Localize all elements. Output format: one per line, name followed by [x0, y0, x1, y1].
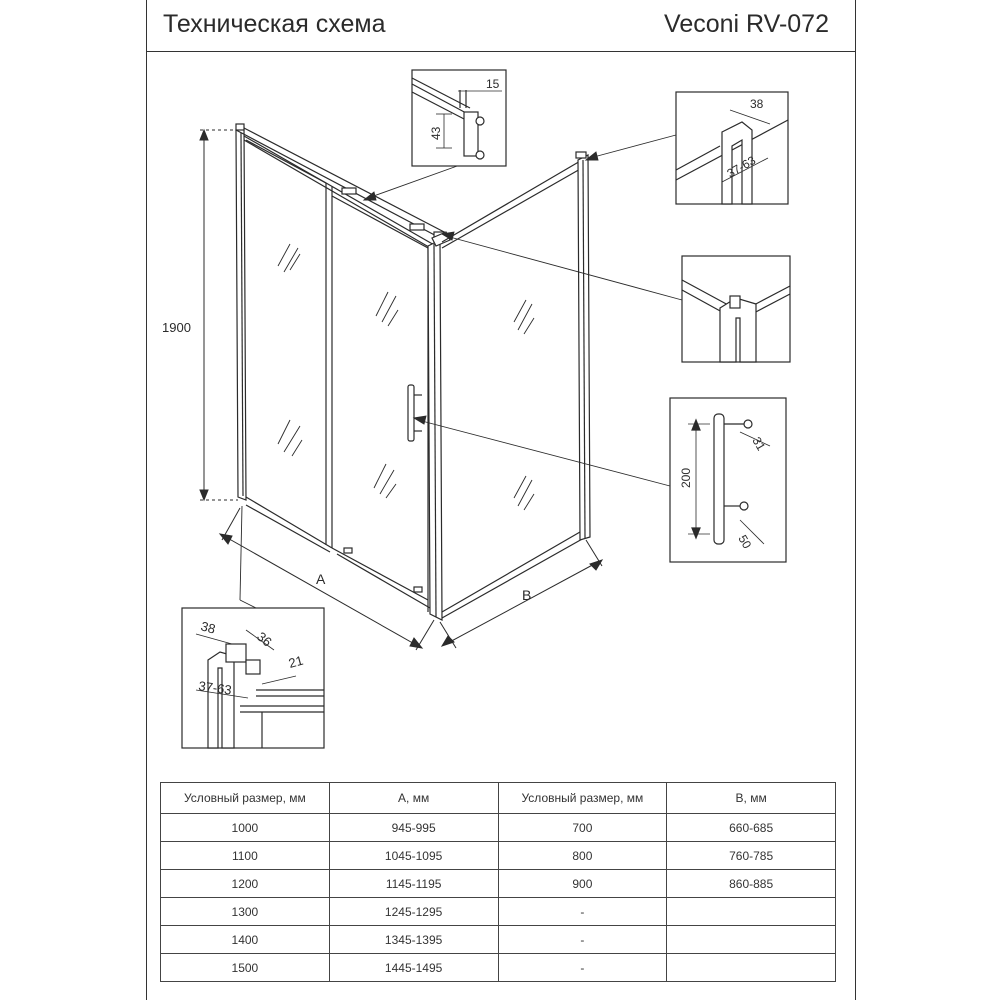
left-wall-profile [236, 128, 246, 500]
table-cell: 1045-1095 [329, 842, 498, 870]
table-row [161, 870, 836, 898]
bottom-profile-d1-label: 38 [199, 618, 218, 637]
top-rail-height-label: 43 [429, 126, 443, 140]
height-dimension-line [200, 130, 238, 500]
height-label: 1900 [162, 320, 191, 335]
page-title: Техническая схема [163, 10, 386, 38]
table-header: B, мм [667, 783, 836, 814]
bottom-profile-d3-label: 21 [286, 652, 305, 671]
width-b-dimension-line [440, 540, 602, 648]
side-a-label: A [316, 571, 326, 587]
table-row [161, 814, 836, 842]
handle-length-label: 200 [679, 467, 693, 488]
table-header: Условный размер, мм [498, 783, 667, 814]
table-row [161, 926, 836, 954]
table-cell [667, 926, 836, 954]
table-cell: - [498, 954, 667, 982]
size-table [160, 782, 836, 982]
top-rail-width-label: 15 [486, 77, 500, 91]
detail-wall-profile-top [676, 92, 788, 204]
fixed-door-panel [246, 140, 332, 552]
table-cell [667, 898, 836, 926]
table-cell: 1300 [161, 898, 330, 926]
table-cell: 1400 [161, 926, 330, 954]
table-cell: - [498, 898, 667, 926]
door-handle [408, 385, 422, 441]
wall-profile-range-label: 37-63 [724, 153, 759, 181]
table-header-row [161, 783, 836, 814]
table-row [161, 842, 836, 870]
corner-profile [428, 232, 450, 620]
table-cell: 945-995 [329, 814, 498, 842]
table-row [161, 898, 836, 926]
handle-offset-bottom-label: 50 [735, 532, 755, 552]
right-wall-profile [576, 152, 590, 540]
table-cell: 800 [498, 842, 667, 870]
sliding-door-panel [332, 188, 430, 612]
table-cell: 860-885 [667, 870, 836, 898]
table-header: A, мм [329, 783, 498, 814]
table-cell: 1345-1395 [329, 926, 498, 954]
table-cell: 1245-1295 [329, 898, 498, 926]
table-cell: 1000 [161, 814, 330, 842]
table-cell: 660-685 [667, 814, 836, 842]
table-cell: 760-785 [667, 842, 836, 870]
side-panel [442, 160, 584, 618]
bottom-profile-range-label: 37-63 [197, 678, 233, 698]
wall-profile-depth-label: 38 [750, 97, 764, 111]
table-cell: 1445-1495 [329, 954, 498, 982]
table-cell [667, 954, 836, 982]
table-cell: 700 [498, 814, 667, 842]
model-name: Veconi RV-072 [664, 10, 829, 38]
table-cell: 1200 [161, 870, 330, 898]
detail-corner-profile [682, 256, 790, 362]
bottom-profile-d2-label: 36 [254, 628, 275, 650]
table-header: Условный размер, мм [161, 783, 330, 814]
table-cell: 900 [498, 870, 667, 898]
table-cell: 1145-1195 [329, 870, 498, 898]
table-cell: 1500 [161, 954, 330, 982]
table-cell: - [498, 926, 667, 954]
glass-reflections [278, 244, 534, 510]
table-row [161, 954, 836, 982]
side-b-label: B [522, 587, 532, 603]
handle-offset-top-label: 31 [749, 434, 769, 454]
table-cell: 1100 [161, 842, 330, 870]
